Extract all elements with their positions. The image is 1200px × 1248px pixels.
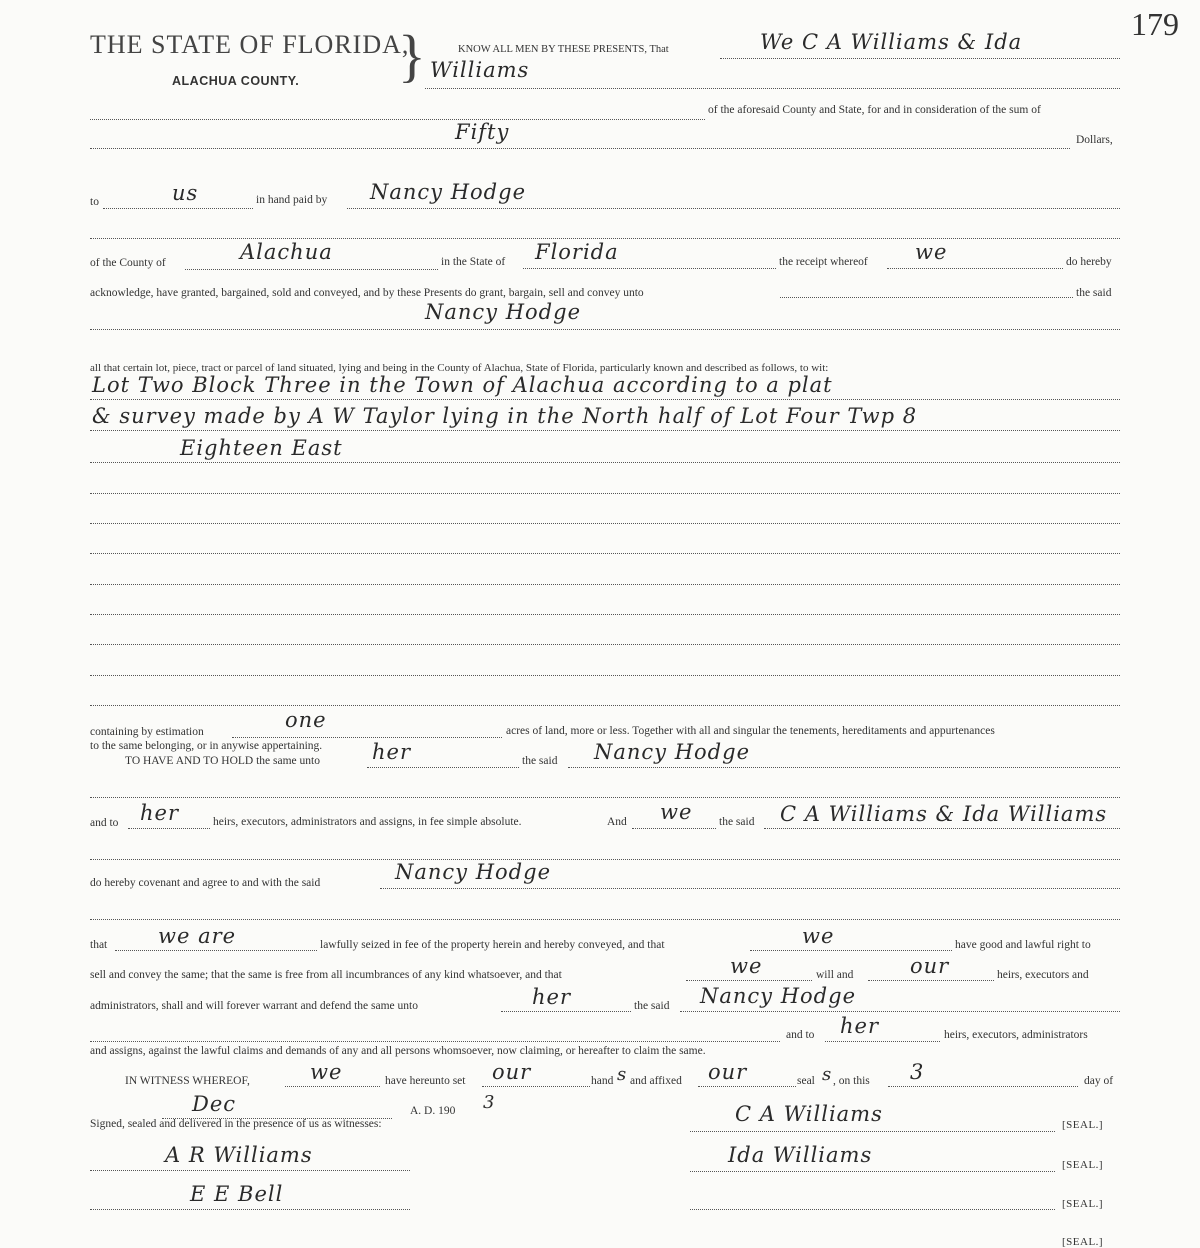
county-value: Alachua bbox=[240, 240, 333, 264]
warranty-and-to: and to bbox=[786, 1029, 815, 1041]
warranty-line3: and assigns, against the lawful claims and demands of any and all persons whomsoever, now claiming, or hereafter to claim the same. bbox=[90, 1045, 706, 1057]
consideration-text: of the aforesaid County and State, for and in consideration of the sum of bbox=[708, 104, 1041, 116]
heirs-and-label: And bbox=[607, 816, 627, 828]
witness-signature-1: A R Williams bbox=[165, 1143, 313, 1167]
seal-label-4: [SEAL.] bbox=[1062, 1236, 1104, 1248]
to-value: us bbox=[172, 181, 199, 205]
receipt-label: the receipt whereof bbox=[779, 256, 868, 268]
witness-year-digit: 3 bbox=[483, 1092, 496, 1113]
warranty-will-and: will and bbox=[816, 969, 854, 981]
grantors-line2: Williams bbox=[430, 58, 530, 82]
witness-hand: hand bbox=[591, 1075, 614, 1087]
seal-label-2: [SEAL.] bbox=[1062, 1159, 1104, 1171]
warranty-name: Nancy Hodge bbox=[700, 984, 856, 1008]
heirs-value: her bbox=[140, 801, 179, 825]
seizin-value1: we are bbox=[158, 924, 237, 948]
acreage-text: acres of land, more or less. Together with all and singular the tenements, hereditaments and appurtenances bbox=[506, 725, 995, 737]
signed-text: Signed, sealed and delivered in the presence of us as witnesses: bbox=[90, 1118, 382, 1130]
witness-label: IN WITNESS WHEREOF, bbox=[125, 1075, 250, 1087]
description-line2: & survey made by A W Taylor lying in the North half of Lot Four Twp 8 bbox=[92, 404, 918, 428]
warranty-value1: we bbox=[730, 954, 763, 978]
county-title: ALACHUA COUNTY. bbox=[172, 74, 300, 88]
state-value: Florida bbox=[535, 240, 619, 264]
acknowledge-text: acknowledge, have granted, bargained, sold and conveyed, and by these Presents do grant, bargain, sell and convey unto bbox=[90, 287, 644, 299]
page-number: 179 bbox=[1131, 6, 1179, 42]
witness-day: 3 bbox=[910, 1060, 925, 1084]
witness-day-of: day of bbox=[1084, 1075, 1114, 1087]
habendum-label: TO HAVE AND TO HOLD the same unto bbox=[125, 755, 320, 767]
heirs-grantors: C A Williams & Ida Williams bbox=[780, 802, 1108, 826]
warranty-value4: her bbox=[840, 1014, 879, 1038]
receipt-value: we bbox=[915, 240, 948, 264]
witness-signature-2: E E Bell bbox=[190, 1182, 284, 1206]
witness-on-this: , on this bbox=[833, 1075, 870, 1087]
witness-suffix1: s bbox=[617, 1064, 628, 1085]
habendum-name: Nancy Hodge bbox=[594, 740, 750, 764]
warranty-value3: her bbox=[532, 985, 571, 1009]
covenant-label: do hereby covenant and agree to and with the said bbox=[90, 877, 321, 889]
county-label: of the County of bbox=[90, 257, 166, 269]
state-title: THE STATE OF FLORIDA, bbox=[90, 30, 410, 59]
hereby-label: do hereby bbox=[1066, 256, 1112, 268]
seal-label-3: [SEAL.] bbox=[1062, 1198, 1104, 1210]
witness-month: Dec bbox=[192, 1092, 237, 1116]
warranty-text2: heirs, executors and bbox=[997, 969, 1089, 981]
warranty-the-said: the said bbox=[634, 1000, 670, 1012]
paid-by-label: in hand paid by bbox=[256, 194, 328, 206]
the-said-label: the said bbox=[1076, 287, 1112, 299]
heirs-and-to: and to bbox=[90, 817, 119, 829]
signer-2: Ida Williams bbox=[728, 1143, 873, 1167]
consideration-amount: Fifty bbox=[455, 120, 510, 144]
warranty-line2: administrators, shall and will forever warrant and defend the same unto bbox=[90, 1000, 418, 1012]
state-label: in the State of bbox=[441, 256, 506, 268]
seizin-text2: have good and lawful right to bbox=[955, 939, 1091, 951]
covenant-name: Nancy Hodge bbox=[395, 860, 551, 884]
intro-text: KNOW ALL MEN BY THESE PRESENTS, That bbox=[458, 44, 669, 55]
acreage-label: containing by estimation bbox=[90, 726, 204, 738]
heirs-the-said: the said bbox=[719, 816, 755, 828]
witness-value2: our bbox=[492, 1060, 532, 1084]
heirs-text: heirs, executors, administrators and assigns, in fee simple absolute. bbox=[213, 816, 522, 828]
grantors-line1: We C A Williams & Ida bbox=[760, 30, 1023, 54]
description-line3: Eighteen East bbox=[180, 436, 343, 460]
to-label: to bbox=[90, 196, 99, 208]
acreage-value: one bbox=[285, 708, 327, 732]
habendum-value: her bbox=[372, 740, 411, 764]
grantee-name: Nancy Hodge bbox=[425, 300, 581, 324]
dollars-label: Dollars, bbox=[1076, 134, 1113, 146]
witness-seal: seal bbox=[797, 1075, 815, 1087]
signer-1: C A Williams bbox=[735, 1102, 883, 1126]
header-brace: } bbox=[398, 23, 426, 88]
witness-have-set: have hereunto set bbox=[385, 1075, 466, 1087]
description-line1: Lot Two Block Three in the Town of Alachua according to a plat bbox=[92, 373, 833, 397]
witness-affixed: and affixed bbox=[630, 1075, 682, 1087]
witness-value1: we bbox=[310, 1060, 343, 1084]
acreage-text2: to the same belonging, or in anywise appertaining. bbox=[90, 740, 323, 752]
witness-ad: A. D. 190 bbox=[410, 1105, 456, 1117]
seizin-text: lawfully seized in fee of the property herein and hereby conveyed, and that bbox=[320, 939, 665, 951]
seizin-that: that bbox=[90, 939, 108, 951]
description-intro: all that certain lot, piece, tract or parcel of land situated, lying and being in the County of Alachua, State of Florida, particularly known and described as follows, to wit: bbox=[90, 362, 829, 374]
warranty-text3: heirs, executors, administrators bbox=[944, 1029, 1088, 1041]
warranty-value2: our bbox=[910, 954, 950, 978]
heirs-we: we bbox=[660, 800, 693, 824]
witness-value3: our bbox=[708, 1060, 748, 1084]
paid-by-value: Nancy Hodge bbox=[370, 180, 526, 204]
seizin-value2: we bbox=[802, 924, 835, 948]
witness-suffix2: s bbox=[822, 1064, 833, 1085]
seal-label-1: [SEAL.] bbox=[1062, 1119, 1104, 1131]
warranty-text: sell and convey the same; that the same is free from all incumbrances of any kind whatsoever, and that bbox=[90, 969, 562, 981]
habendum-the-said: the said bbox=[522, 755, 558, 767]
